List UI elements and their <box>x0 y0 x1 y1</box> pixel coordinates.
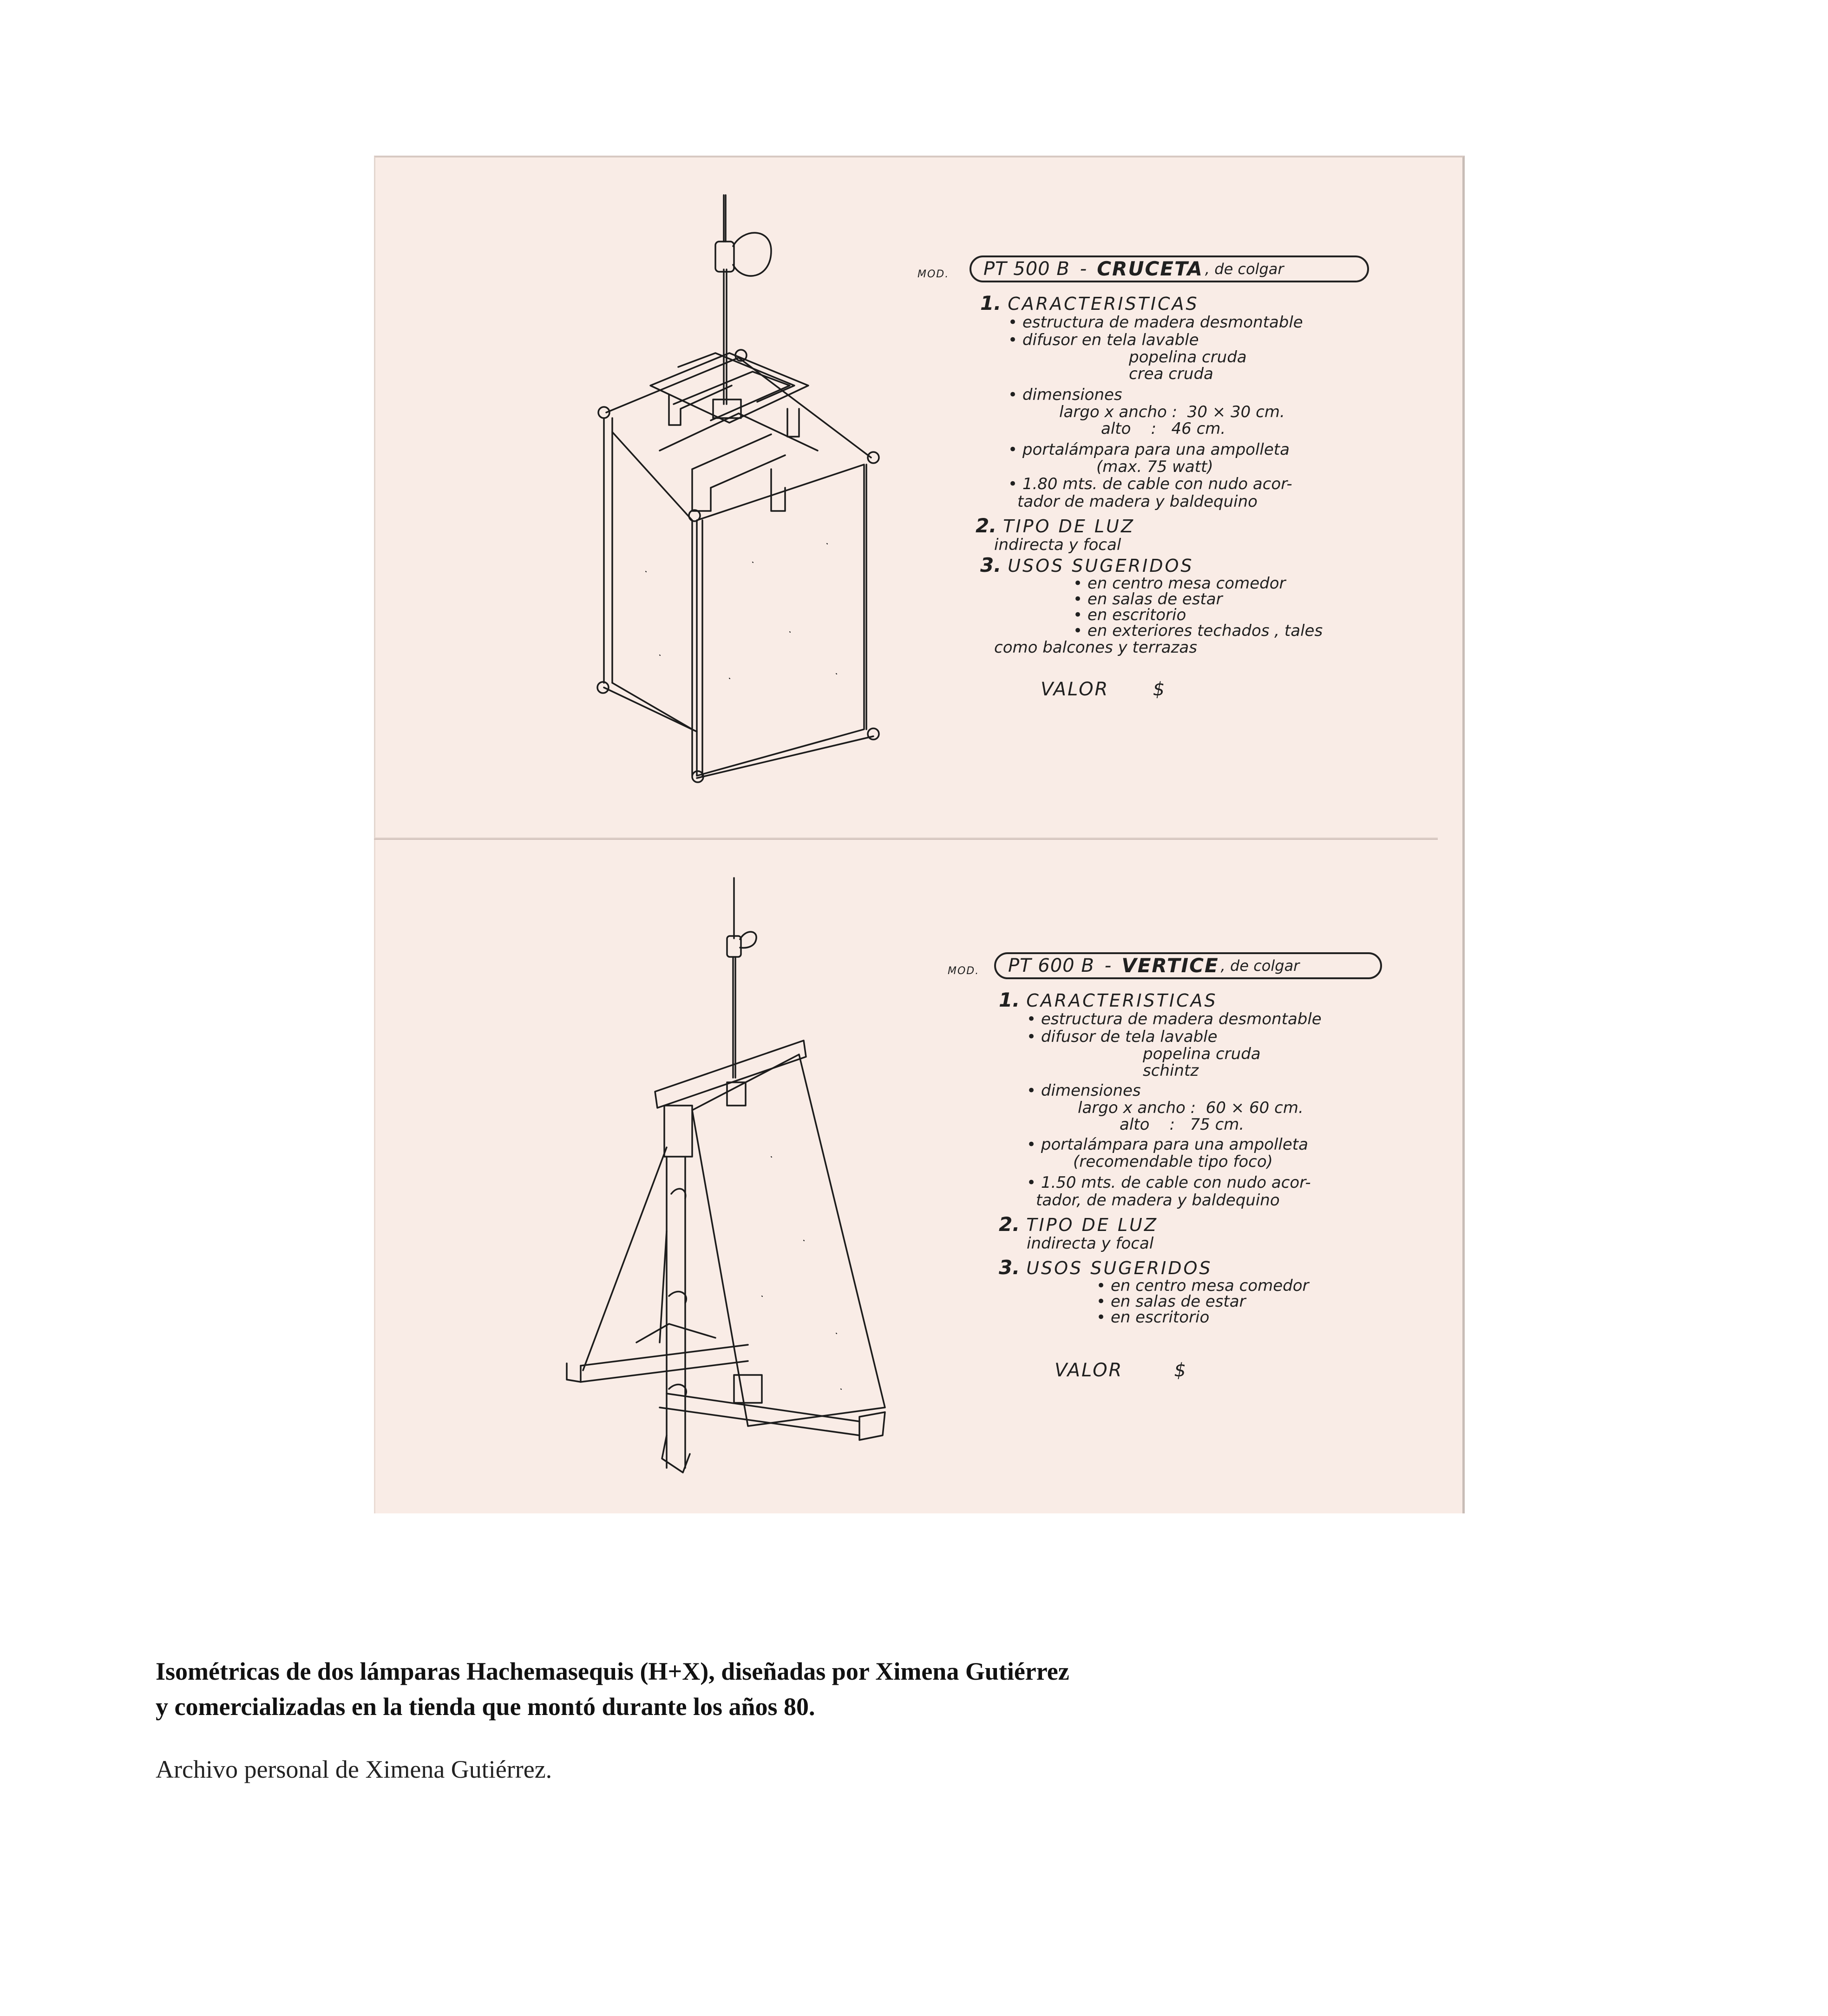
section-caracteristicas <box>980 292 1438 314</box>
section-number: 2. <box>976 514 997 537</box>
price-label: VALOR $ <box>1041 679 1166 700</box>
model-suffix: , de colgar <box>1205 260 1284 278</box>
spec-dimension: alto : 46 cm. <box>1101 419 1226 438</box>
section-title: CARACTERISTICAS <box>1026 990 1218 1011</box>
model-name: CRUCETA <box>1097 257 1203 280</box>
spec-subitem: crea cruda <box>1129 365 1213 383</box>
model-badge <box>970 255 1369 282</box>
section-number: 3. <box>980 554 1002 576</box>
section-caracteristicas <box>999 988 1454 1011</box>
spec-item: • 1.80 mts. de cable con nudo acor- <box>1008 475 1292 493</box>
spec-item: • difusor en tela lavable <box>1008 331 1199 349</box>
mod-label: MOD. <box>917 268 950 280</box>
caption-line: Isométricas de dos lámparas Hachemasequis (H+X), diseñadas por Ximena Gutiérrez <box>156 1657 1069 1685</box>
uso-item: • en centro mesa comedor <box>1073 574 1286 593</box>
section-usos-sugeridos <box>980 556 1438 576</box>
spec-item: tador de madera y baldequino <box>1017 492 1258 511</box>
uso-item: • en exteriores techados , tales <box>1073 622 1323 640</box>
spec-dimension: largo x ancho : 60 × 60 cm. <box>1078 1099 1304 1117</box>
spec-item: • dimensiones <box>1008 386 1122 404</box>
cruceta-lamp-drawing <box>576 190 892 776</box>
model-header <box>917 255 1438 288</box>
model-dash: - <box>1080 258 1087 280</box>
model-badge <box>994 952 1382 979</box>
section-title: CARACTERISTICAS <box>1008 294 1199 314</box>
uso-item: • en centro mesa comedor <box>1096 1276 1309 1295</box>
spec-item: • portalámpara para una ampolleta <box>1027 1135 1308 1154</box>
uso-item: • en salas de estar <box>1096 1292 1246 1311</box>
uso-item-continuation: como balcones y terrazas <box>994 638 1197 657</box>
section-title: USOS SUGERIDOS <box>1008 556 1194 576</box>
caption-line: y comercializadas en la tienda que montó durante los años 80. <box>156 1693 815 1721</box>
vertice-lamp-drawing <box>562 878 934 1477</box>
model-code: PT 600 B <box>1008 955 1094 976</box>
spec-item: • 1.50 mts. de cable con nudo acor- <box>1027 1173 1311 1192</box>
spec-subitem: (max. 75 watt) <box>1096 458 1213 476</box>
model-code: PT 500 B <box>983 258 1070 280</box>
spec-item: indirecta y focal <box>994 536 1121 554</box>
section-tipo-de-luz <box>976 514 1438 537</box>
vertice-spec-block <box>948 952 1454 1379</box>
section-number: 1. <box>980 292 1002 314</box>
spec-dimension: alto : 75 cm. <box>1120 1115 1245 1134</box>
spec-subitem: popelina cruda <box>1129 348 1247 367</box>
mod-label: MOD. <box>948 965 980 977</box>
spec-item: • difusor de tela lavable <box>1027 1028 1218 1046</box>
spec-item: • dimensiones <box>1027 1081 1141 1100</box>
price-label: VALOR $ <box>1055 1360 1187 1381</box>
section-number: 1. <box>999 988 1020 1011</box>
spec-subitem: popelina cruda <box>1143 1045 1261 1063</box>
spec-item: tador, de madera y baldequino <box>1036 1191 1280 1210</box>
uso-item: • en escritorio <box>1073 606 1186 624</box>
figure-caption <box>156 1654 1456 1724</box>
spec-dimension: largo x ancho : 30 × 30 cm. <box>1059 403 1285 421</box>
spec-item: • portalámpara para una ampolleta <box>1008 440 1290 459</box>
spec-item: indirecta y focal <box>1027 1234 1154 1253</box>
spec-item: • estructura de madera desmontable <box>1027 1010 1322 1028</box>
spec-subitem: schintz <box>1143 1061 1199 1080</box>
section-usos-sugeridos <box>999 1256 1454 1279</box>
section-number: 3. <box>999 1256 1020 1279</box>
uso-item: • en escritorio <box>1096 1308 1210 1327</box>
model-suffix: , de colgar <box>1220 957 1300 975</box>
section-title: TIPO DE LUZ <box>1003 516 1135 537</box>
spec-item: • estructura de madera desmontable <box>1008 313 1303 332</box>
cruceta-spec-block <box>917 255 1438 698</box>
section-title: TIPO DE LUZ <box>1026 1215 1158 1235</box>
section-tipo-de-luz <box>999 1213 1454 1236</box>
spec-subitem: (recomendable tipo foco) <box>1073 1152 1273 1171</box>
section-title: USOS SUGERIDOS <box>1026 1258 1212 1278</box>
model-dash: - <box>1104 955 1112 976</box>
uso-item: • en salas de estar <box>1073 590 1223 609</box>
model-header <box>948 952 1454 985</box>
caption-source: Archivo personal de Ximena Gutiérrez. <box>156 1755 552 1783</box>
model-name: VERTICE <box>1121 954 1219 977</box>
section-number: 2. <box>999 1213 1020 1236</box>
